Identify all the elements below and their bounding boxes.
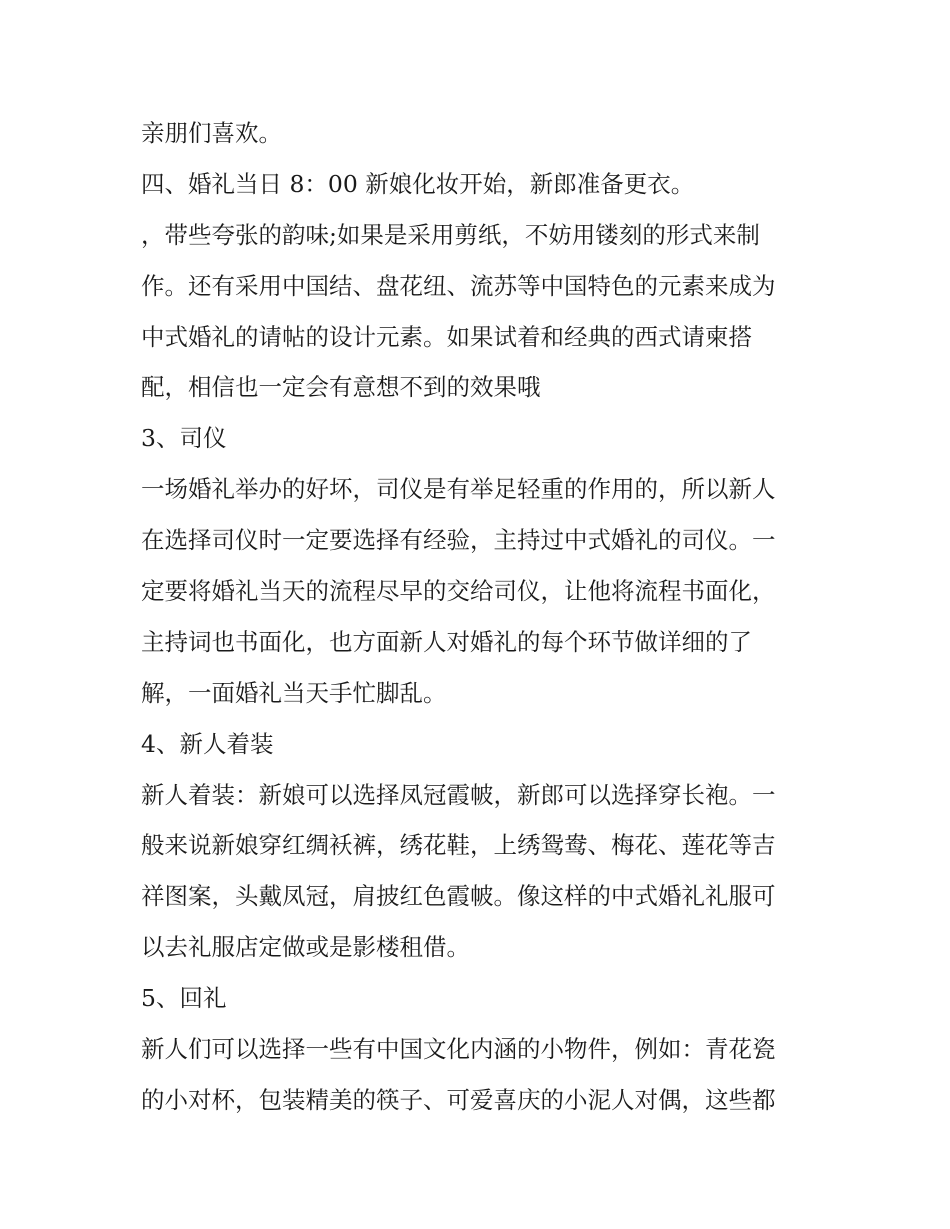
text-line: 以去礼服店定做或是影楼租借。 bbox=[141, 933, 470, 962]
text-line: 新人着装：新娘可以选择凤冠霞帔，新郎可以选择穿长袍。一 bbox=[141, 780, 776, 809]
text-line: 解，一面婚礼当天手忙脚乱。 bbox=[141, 678, 447, 707]
text-line: 亲朋们喜欢。 bbox=[141, 119, 282, 147]
section-heading-return-gift: 5、回礼 bbox=[141, 984, 227, 1013]
text-line: ，带些夸张的韵味;如果是采用剪纸，不妨用镂刻的形式来制 bbox=[141, 220, 760, 249]
section-heading: 四、婚礼当日 8：00 新娘化妆开始，新郎准备更衣。 bbox=[141, 169, 695, 198]
text-line: 新人们可以选择一些有中国文化内涵的小物件，例如：青花瓷 bbox=[141, 1035, 776, 1064]
text-line: 般来说新娘穿红绸袄裤，绣花鞋，上绣鸳鸯、梅花、莲花等吉 bbox=[141, 831, 776, 860]
text-line: 配，相信也一定会有意想不到的效果哦 bbox=[141, 373, 541, 402]
text-line: 一场婚礼举办的好坏，司仪是有举足轻重的作用的，所以新人 bbox=[141, 475, 776, 504]
text-line: 在选择司仪时一定要选择有经验，主持过中式婚礼的司仪。一 bbox=[141, 526, 776, 555]
document-body bbox=[141, 108, 821, 1126]
text-line: 作。还有采用中国结、盘花纽、流苏等中国特色的元素来成为 bbox=[141, 271, 776, 300]
text-line: 主持词也书面化，也方面新人对婚礼的每个环节做详细的了 bbox=[141, 627, 752, 656]
text-line: 中式婚礼的请帖的设计元素。如果试着和经典的西式请柬搭 bbox=[141, 322, 752, 351]
section-heading-attire: 4、新人着装 bbox=[141, 729, 274, 758]
text-line: 祥图案，头戴凤冠，肩披红色霞帔。像这样的中式婚礼礼服可 bbox=[141, 882, 776, 911]
text-line: 定要将婚礼当天的流程尽早的交给司仪，让他将流程书面化， bbox=[141, 577, 776, 606]
section-heading-host: 3、司仪 bbox=[141, 424, 227, 453]
text-line: 的小对杯，包装精美的筷子、可爱喜庆的小泥人对偶，这些都 bbox=[141, 1085, 776, 1114]
